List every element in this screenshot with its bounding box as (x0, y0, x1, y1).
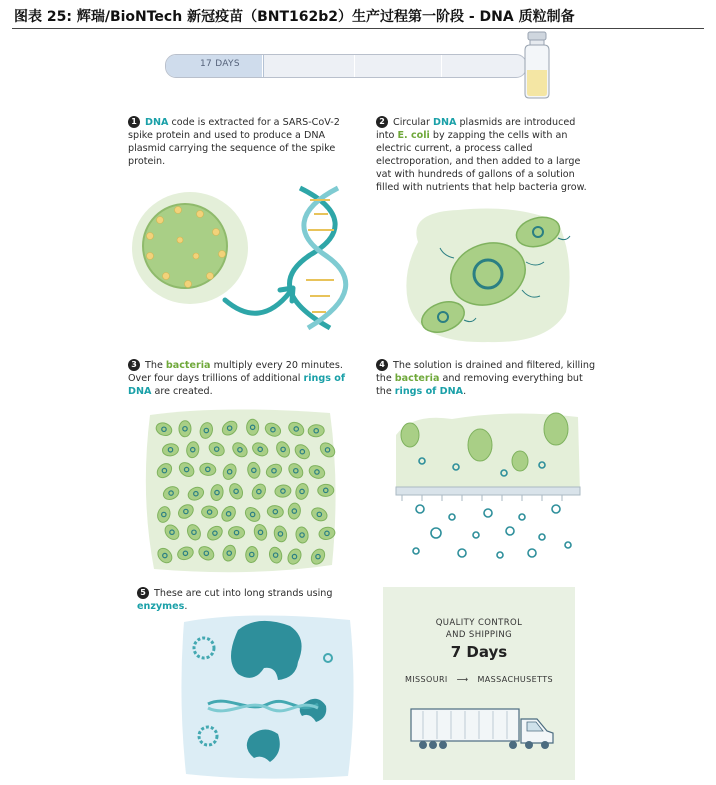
step-text: code is extracted for a SARS-CoV-2 spike protein and used to produce a DNA plasmid carrying the sequence of the spike protein. (128, 117, 340, 167)
timeline-segment-divider (262, 55, 263, 77)
step-text: . (463, 386, 467, 397)
route-destination: MASSACHUSETTS (477, 675, 553, 684)
highlighted-term: DNA (433, 117, 457, 128)
step-text: . (184, 601, 188, 612)
filtration-illustration (392, 405, 584, 565)
multiplying-bacteria-illustration (140, 405, 340, 575)
dna-ring-icon (565, 542, 571, 548)
quality-control-panel (383, 587, 575, 780)
dna-helix-icon (290, 188, 346, 328)
step-text: plasmids are introduced into (376, 117, 576, 141)
step-text: multiply every 20 minutes. Over four days trillions of additional (128, 360, 343, 384)
dna-ring-icon (519, 514, 525, 520)
ecoli-bacteria-illustration (398, 202, 578, 347)
step-text: These are cut into long strands using (154, 588, 333, 599)
step-number-badge: 4 (376, 359, 388, 371)
step-number-badge: 2 (376, 116, 388, 128)
bacterium-icon (318, 484, 334, 497)
step-text: Circular (393, 117, 433, 128)
highlighted-term: bacteria (394, 373, 440, 384)
arrow-right-icon: ⟶ (456, 675, 469, 684)
step-2-description (376, 116, 596, 194)
highlighted-term: bacteria (165, 360, 211, 371)
dna-ring-icon (416, 505, 424, 513)
bacterium-icon (179, 421, 191, 437)
route-origin: MISSOURI (405, 675, 448, 684)
enzymes-cutting-dna-illustration (178, 608, 358, 780)
dna-ring-icon (528, 549, 536, 557)
step-text: The (145, 360, 166, 371)
step-text: The solution is drained and filtered, killing the (376, 360, 596, 384)
highlighted-term: rings of DNA (128, 373, 346, 397)
step-text: by zapping the cells with an electric current, a process called electroporation, and then added to a large vat with hundreds of gallons of a solution filled with nutrients that help bacteria grow. (376, 130, 587, 193)
step-text: are created. (151, 386, 213, 397)
dna-ring-icon (431, 528, 441, 538)
step-number-badge: 3 (128, 359, 140, 371)
timeline-label: 17 DAYS (200, 59, 240, 69)
timeline-segment-divider (441, 55, 442, 77)
step-1-description (128, 116, 353, 168)
highlighted-term: rings of DNA (394, 386, 464, 397)
dna-ring-icon (458, 549, 466, 557)
step-number-badge: 5 (137, 587, 149, 599)
highlighted-term: enzymes (137, 601, 185, 612)
dna-ring-icon (484, 509, 492, 517)
highlighted-term: DNA (145, 117, 169, 128)
timeline-segment-divider (354, 55, 355, 77)
virus-particle-icon (143, 204, 227, 288)
step-3-description (128, 359, 353, 398)
process-arrow-icon (225, 292, 290, 313)
step-text: and removing everything but the (376, 373, 583, 397)
highlighted-term: E. coli (397, 130, 430, 141)
dna-ring-icon (506, 527, 514, 535)
shipping-route (383, 675, 575, 684)
filter-membrane-icon (396, 487, 580, 495)
dna-ring-icon (552, 505, 560, 513)
dna-ring-icon (449, 514, 455, 520)
dna-ring-icon (473, 532, 479, 538)
figure-title: 图表 25: 辉瑞/BioNTech 新冠疫苗（BNT162b2）生产过程第一阶段 - DNA 质粒制备 (14, 9, 575, 25)
vaccine-vial-icon (520, 30, 554, 100)
dna-ring-icon (539, 534, 545, 540)
step-number-badge: 1 (128, 116, 140, 128)
dna-ring-icon (497, 552, 503, 558)
timeline-progress-bar (165, 54, 527, 78)
bacterium-icon (229, 527, 245, 539)
qc-title (383, 617, 575, 641)
qc-title-line-2: AND SHIPPING (445, 630, 513, 640)
spike-protein-dna-illustration (130, 180, 370, 335)
dna-ring-icon (413, 548, 419, 554)
bacterium-icon (247, 419, 259, 435)
title-divider (12, 28, 704, 29)
step-4-description (376, 359, 601, 398)
qc-title-line-1: QUALITY CONTROL (435, 618, 523, 628)
truck-icon (409, 703, 557, 755)
qc-duration: 7 Days (450, 643, 508, 661)
